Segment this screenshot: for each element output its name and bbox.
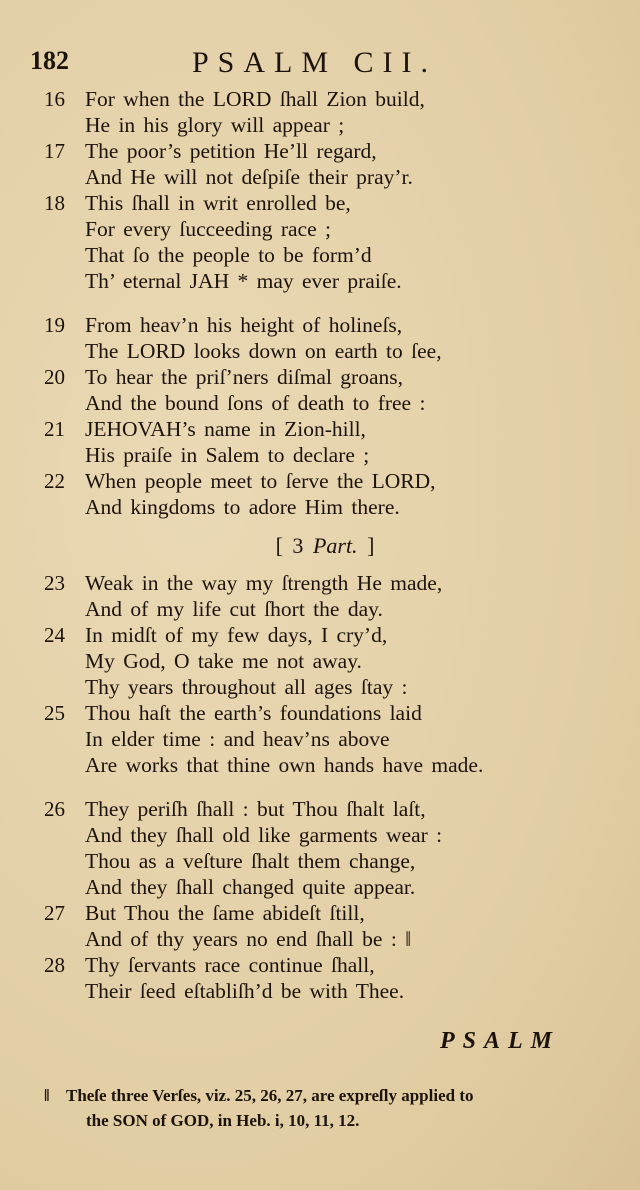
verse-text: Th’ eternal JAH * may ever praiſe. [85, 269, 402, 293]
verse-text: They periſh ſhall : but Thou ſhalt laſt, [85, 797, 426, 821]
verse-line [0, 164, 640, 190]
footnote-line-2: the SON of GOD, in Heb. i, 10, 11, 12. [86, 1111, 360, 1130]
verse-text: My God, O take me not away. [85, 649, 362, 673]
verse-line [0, 268, 640, 294]
verse-line [0, 648, 640, 674]
verse-number: 26 [44, 797, 65, 821]
verse-number: 25 [44, 701, 65, 725]
verse-text: The poor’s petition He’ll regard, [85, 139, 377, 163]
footnote [44, 1083, 474, 1133]
footnote-line-1: Theſe three Verſes, viz. 25, 26, 27, are expreſly applied to [66, 1086, 474, 1105]
verse-line [0, 978, 640, 1004]
verse-line [0, 752, 640, 778]
verse-text: He in his glory will appear ; [85, 113, 345, 137]
verse-line [0, 338, 640, 364]
verse-number: 20 [44, 365, 65, 389]
stanza-gap [0, 294, 640, 312]
verse-text: To hear the priſ’ners diſmal groans, [85, 365, 403, 389]
verse-text: Their ſeed eſtabliſh’d be with Thee. [85, 979, 405, 1003]
verse-text: Are works that thine own hands have made. [85, 753, 484, 777]
verse-line [0, 926, 640, 952]
verse-line [0, 570, 640, 596]
verse-text: And they ſhall old like garments wear : [85, 823, 443, 847]
verse-text: For every ſucceeding race ; [85, 217, 331, 241]
verse-line [0, 86, 640, 112]
stanza-gap [0, 778, 640, 796]
verse-text: Thy years throughout all ages ſtay : [85, 675, 408, 699]
verse-line [0, 312, 640, 338]
psalm-verses [0, 86, 640, 1004]
verse-text: In midſt of my few days, I cry’d, [85, 623, 388, 647]
verse-text: From heav’n his height of holineſs, [85, 313, 403, 337]
verse-text: This ſhall in writ enrolled be, [85, 191, 351, 215]
verse-text: And of thy years no end ſhall be : ‖ [85, 927, 412, 951]
verse-text: Thy ſervants race continue ſhall, [85, 953, 375, 977]
verse-line [0, 242, 640, 268]
verse-line [0, 416, 640, 442]
verse-line [0, 952, 640, 978]
verse-number: 19 [44, 313, 65, 337]
verse-text: For when the LORD ſhall Zion build, [85, 87, 425, 111]
verse-line [0, 900, 640, 926]
verse-line [0, 848, 640, 874]
stanza-2 [0, 312, 640, 520]
stanza-3 [0, 570, 640, 778]
part-heading [0, 526, 640, 566]
verse-text: Thou as a veſture ſhalt them change, [85, 849, 416, 873]
part-close: ] [367, 533, 375, 558]
verse-line [0, 796, 640, 822]
verse-text: In elder time : and heav’ns above [85, 727, 390, 751]
verse-line [0, 442, 640, 468]
verse-text: And they ſhall changed quite appear. [85, 875, 416, 899]
part-open: [ 3 [275, 533, 304, 558]
part-label: Part. [312, 533, 358, 558]
verse-line [0, 190, 640, 216]
verse-number: 23 [44, 571, 65, 595]
verse-line [0, 874, 640, 900]
verse-text: Weak in the way my ſtrength He made, [85, 571, 443, 595]
verse-line [0, 596, 640, 622]
catchword: PSALM [440, 1028, 561, 1054]
verse-line [0, 468, 640, 494]
verse-text: And kingdoms to adore Him there. [85, 495, 400, 519]
verse-number: 22 [44, 469, 65, 493]
verse-number: 28 [44, 953, 65, 977]
verse-line [0, 138, 640, 164]
verse-line [0, 112, 640, 138]
verse-line [0, 822, 640, 848]
footnote-mark: ‖ [44, 1086, 50, 1105]
verse-number: 24 [44, 623, 65, 647]
verse-line [0, 726, 640, 752]
verse-text: And He will not deſpiſe their pray’r. [85, 165, 413, 189]
verse-text: But Thou the ſame abideſt ſtill, [85, 901, 365, 925]
verse-number: 18 [44, 191, 65, 215]
verse-text: And of my life cut ſhort the day. [85, 597, 383, 621]
running-header [30, 46, 610, 86]
verse-text: That ſo the people to be form’d [85, 243, 372, 267]
verse-number: 16 [44, 87, 65, 111]
page-number: 182 [30, 46, 69, 75]
verse-text: When people meet to ſerve the LORD, [85, 469, 436, 493]
verse-text: And the bound ſons of death to free : [85, 391, 426, 415]
verse-line [0, 216, 640, 242]
stanza-4 [0, 796, 640, 1004]
verse-text: Thou haſt the earth’s foundations laid [85, 701, 422, 725]
verse-text: His praiſe in Salem to declare ; [85, 443, 370, 467]
verse-line [0, 390, 640, 416]
verse-text: The LORD looks down on earth to ſee, [85, 339, 442, 363]
verse-text: JEHOVAH’s name in Zion-hill, [85, 417, 366, 441]
verse-number: 21 [44, 417, 65, 441]
verse-line [0, 494, 640, 520]
verse-line [0, 700, 640, 726]
verse-line [0, 674, 640, 700]
page-title: PSALM CII. [192, 46, 438, 79]
verse-line [0, 364, 640, 390]
stanza-1 [0, 86, 640, 294]
verse-number: 27 [44, 901, 65, 925]
verse-number: 17 [44, 139, 65, 163]
verse-line [0, 622, 640, 648]
